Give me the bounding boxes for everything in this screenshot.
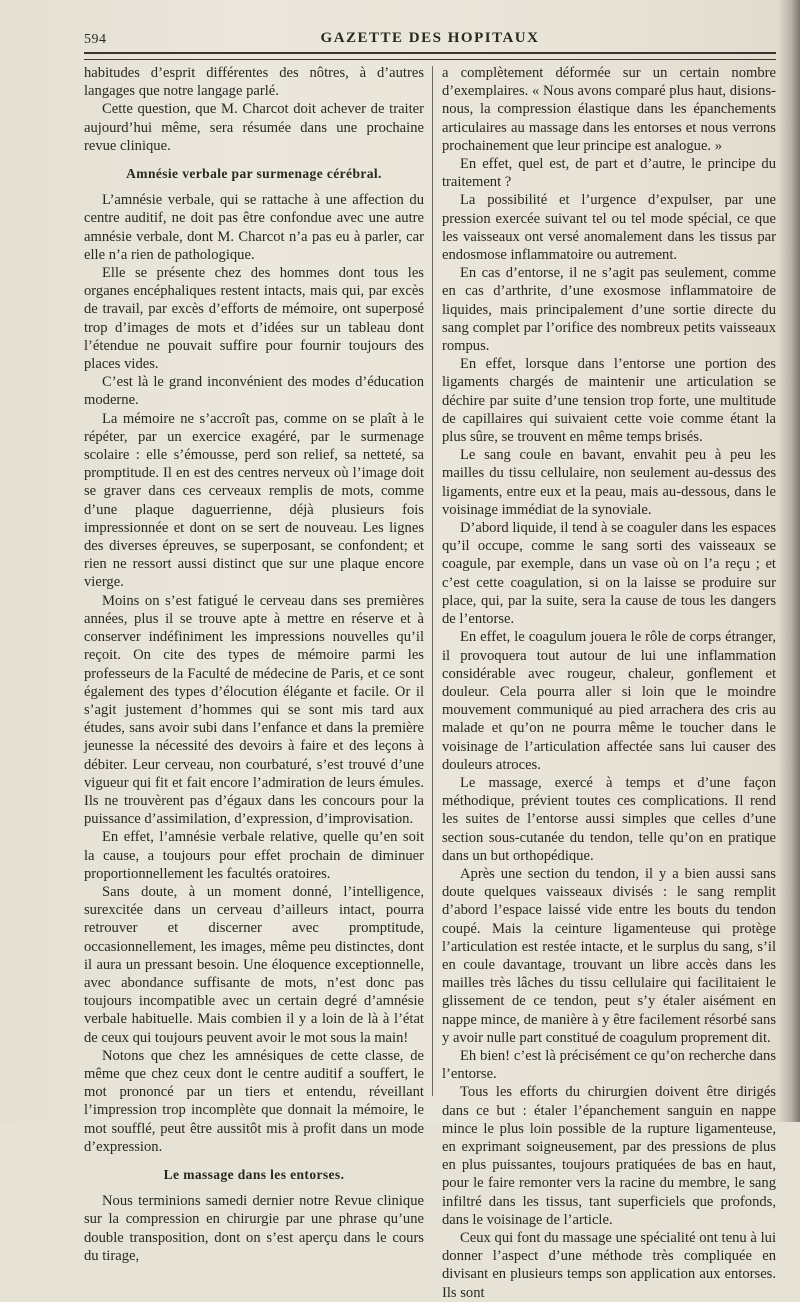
paragraph: Ceux qui font du massage une spécialité ont tenu à lui donner l’aspect d’une méthode très compliquée en divisant en plusieurs temps son application aux entorses. Ils sont: [442, 1230, 776, 1301]
section-heading: Amnésie verbale par surmenage cérébral.: [126, 166, 382, 182]
paragraph: a complètement déformée sur un certain nombre d’exemplaires. « Nous avons comparé plus haut, disions-nous, la compression élastique dans les épanchements articulaires au massage dans les entorses et nous verrons prochainement que leur principe est analogue. »: [442, 65, 776, 154]
page-edge-shadow: [778, 0, 800, 1122]
paragraph: Eh bien! c’est là précisément ce qu’on recherche dans l’entorse.: [442, 1047, 776, 1083]
running-title: GAZETTE DES HOPITAUX: [320, 30, 540, 46]
paragraph: Tous les efforts du chirurgien doivent être dirigés dans ce but : étaler l’épanchement sanguin en nappe mince le plus loin possible de la rupture ligamenteuse, en exprimant soigneusement, par des pressions de plus en plus puissantes, toujours pratiquées de bas en haut, pour le faire remonter vers la racine du membre, le sang infiltré dans les tissus, tant superficiels que profonds, dans le voisinage de l’article.: [442, 1084, 776, 1228]
header-rule: [84, 52, 776, 60]
column-divider: [432, 66, 433, 1096]
paragraph: En cas d’entorse, il ne s’agit pas seulement, comme en cas d’arthrite, d’une exosmose inflammatoire de liquides, mais principalement d’une sortie directe du sang complet par l’orifice des nombreux petits vaisseaux rompus.: [442, 265, 776, 355]
paragraph: L’amnésie verbale, qui se rattache à une affection du centre auditif, ne doit pas être confondue avec une autre amnésie verbale, dont M. Charcot n’a pas eu à parler, car elle n’a rien de pathologique.: [84, 192, 424, 263]
paragraph: La mémoire ne s’accroît pas, comme on se plaît à le répéter, par un exercice exagéré, par le surmenage scolaire : elle s’émousse, perd son relief, sa netteté, sa promptitude. Il en est des centres nerveux où l’image doit se graver dans ces cerveaux remplis de mots, comme d’une plaque daguerrienne, déjà plusieurs fois impressionnée et dont on se sert de nouveau. Les lignes des diverses épreuves, se superposant, se confondent; et rien ne ressort aussi distinct que sur une plaque encore vierge.: [84, 410, 424, 591]
paragraph: Après une section du tendon, il y a bien aussi sans doute quelques vaisseaux divisés : le sang remplit d’abord l’espace laissé vide entre les bouts du tendon coupé. Mais la ceinture ligamenteuse qui protège l’articulation est restée intacte, et le surplus du sang, s’il en coule davantage, trouvant un libre accès dans les mailles très lâches du tissu cellulaire qui facilitaient le glissement de ce tendon, peut s’y étaler aisément en nappe mince, de manière à y être facilement résorbé sans y avoir nulle part constitué de coagulum proprement dit.: [442, 865, 776, 1046]
paragraph: Le massage, exercé à temps et d’une façon méthodique, prévient toutes ces complications. Il rend les suites de l’entorse aussi simples que celles d’une section sous-cutanée du tendon, telle qu’on en pratique dans un but orthopédique.: [442, 774, 776, 864]
paragraph: En effet, le coagulum jouera le rôle de corps étranger, il provoquera tout autour de lui une inflammation considérable avec rougeur, chaleur, gonflement et douleur. Cela pourra aller si loin que le moindre mouvement communiqué au pied arrachera des cris au malade et qu’on ne pourra même le toucher dans le voisinage de l’articulation affectée sans lui causer des douleurs atroces.: [442, 629, 776, 773]
left-column: [84, 64, 424, 1265]
page-header: [84, 30, 776, 50]
paragraph: D’abord liquide, il tend à se coaguler dans les espaces qu’il occupe, comme le sang sorti des vaisseaux se coagule, par exemple, dans un vase où on l’a reçu ; et c’est cette coagulation, si on la laisse se produire sur place, qui, par la suite, sera la cause de tous les dangers de l’entorse.: [442, 520, 776, 628]
page-number: 594: [84, 32, 107, 47]
section-heading: Le massage dans les entorses.: [163, 1166, 345, 1182]
paragraph: Moins on s’est fatigué le cerveau dans ses premières années, plus il se trouve apte à mettre en réserve et à conserver indéfiniment les impressions nouvelles qu’il reçoit. On cite des types de mémoire parmi les professeurs de la Faculté de médecine de Paris, et ce sont également des types d’élocution élégante et facile. Or il s’agit justement d’hommes qui se sont mis tard aux études, sans avoir subi dans l’enfance et dans la première jeunesse la nécessité des devoirs à faire et des leçons à débiter. Leur cerveau, non courbaturé, s’est trouvé d’une vigueur qui fit et fait encore l’admiration de leurs émules. Ils ne trouvèrent pas d’égaux dans les concours pour la puissance d’assimilation, d’expression, d’improvisation.: [84, 592, 424, 828]
paragraph: En effet, lorsque dans l’entorse une portion des ligaments chargés de maintenir une articulation se déchire par suite d’une tension trop forte, une multitude de capillaires qui suivaient cette voie comme étant la plus sûre, se trouvent en même temps brisés.: [442, 356, 776, 446]
paragraph: Nous terminions samedi dernier notre Revue clinique sur la compression en chirurgie par une phrase qu’une double transposition, dont on s’est aperçu dans le cours du tirage,: [84, 1193, 424, 1264]
paragraph: Elle se présente chez des hommes dont tous les organes encéphaliques restent intacts, mais qui, par excès de travail, par excès d’efforts de mémoire, ont superposé trop d’images de mots et d’idées sur un tableau dont l’étendue ne pouvait suffire pour fournir toujours des places vides.: [84, 265, 424, 373]
right-column: [442, 64, 776, 1302]
paragraph: Notons que chez les amnésiques de cette classe, de même que chez ceux dont le centre auditif a souffert, le mot prononcé par un tiers et entendu, réveillant l’impression trop incomplète que donnait la mémoire, le mot soufflé, peut être aussitôt mis à profit dans un mode d’expression.: [84, 1047, 424, 1155]
paragraph: En effet, l’amnésie verbale relative, quelle qu’en soit la cause, a toujours pour effet prochain de diminuer proportionnellement les facultés oratoires.: [84, 829, 424, 882]
paragraph: Le sang coule en bavant, envahit peu à peu les mailles du tissu cellulaire, non seulement au-dessus des ligaments, entre eux et la peau, mais au-dessous, dans le voisinage immédiat de la synoviale.: [442, 447, 776, 518]
paragraph: habitudes d’esprit différentes des nôtres, à d’autres langages que notre langage parlé.: [84, 65, 424, 100]
paragraph: La possibilité et l’urgence d’expulser, par une pression exercée suivant tel ou tel mode spécial, ce que les vaisseaux ont versé anomalement dans les tissus par endosmose inflammatoire ou autrement.: [442, 192, 776, 264]
paragraph: Cette question, que M. Charcot doit achever de traiter aujourd’hui même, sera résumée dans une prochaine revue clinique.: [84, 101, 424, 154]
paragraph: En effet, quel est, de part et d’autre, le principe du traitement ?: [442, 156, 776, 191]
paragraph: C’est là le grand inconvénient des modes d’éducation moderne.: [84, 374, 424, 409]
paragraph: Sans doute, à un moment donné, l’intelligence, surexcitée dans un cerveau d’ailleurs intact, pourra retrouver et discerner avec promptitude, occasionnellement, les images, même peu distinctes, dont il aura un pressant besoin. Une éloquence exceptionnelle, avec abondance suffisante de mots, n’est donc pas toujours incompatible avec un certain degré d’amnésie verbale habituelle. Mais combien il y a loin de là à l’état de ceux qui toujours peuvent avoir le mot sous la main!: [84, 883, 424, 1046]
